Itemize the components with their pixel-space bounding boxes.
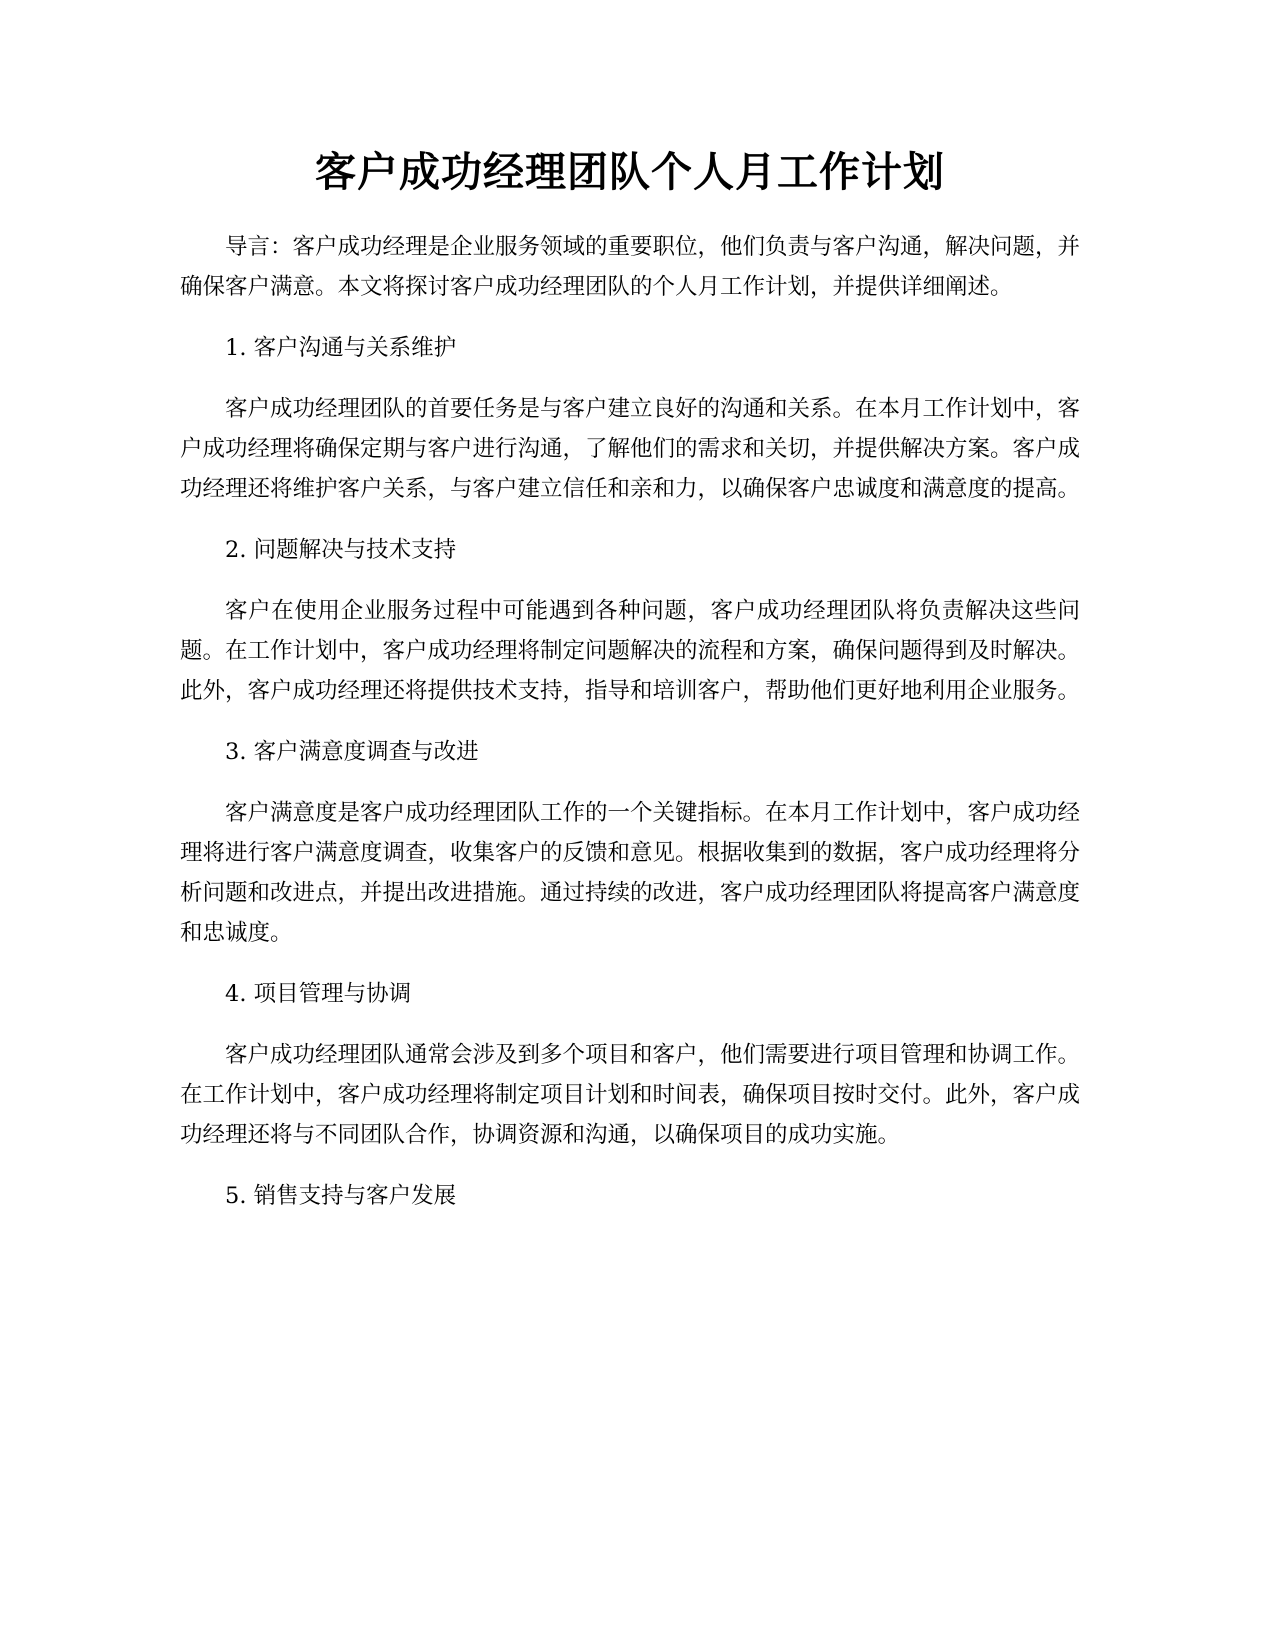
section-heading-4: 4. 项目管理与协调	[225, 981, 412, 1007]
section-body-2: 客户在使用企业服务过程中可能遇到各种问题，客户成功经理团队将负责解决这些问题。在工作计划中，客户成功经理将制定问题解决的流程和方案，确保问题得到及时解决。此外，客户成功经理还将提供技术支持，指导和培训客户，帮助他们更好地利用企业服务。	[180, 598, 1081, 704]
section-heading-5: 5. 销售支持与客户发展	[225, 1183, 457, 1209]
section-body-4: 客户成功经理团队通常会涉及到多个项目和客户，他们需要进行项目管理和协调工作。在工作计划中，客户成功经理将制定项目计划和时间表，确保项目按时交付。此外，客户成功经理还将与不同团队合作，协调资源和沟通，以确保项目的成功实施。	[180, 1042, 1081, 1148]
section-heading-3: 3. 客户满意度调查与改进	[225, 739, 479, 765]
section-heading-2: 2. 问题解决与技术支持	[225, 537, 457, 563]
section-heading-1: 1. 客户沟通与关系维护	[225, 335, 457, 361]
document-page	[180, 140, 1080, 1237]
intro-paragraph: 导言：客户成功经理是企业服务领域的重要职位，他们负责与客户沟通，解决问题，并确保客户满意。本文将探讨客户成功经理团队的个人月工作计划，并提供详细阐述。	[180, 234, 1081, 300]
section-body-1: 客户成功经理团队的首要任务是与客户建立良好的沟通和关系。在本月工作计划中，客户成功经理将确保定期与客户进行沟通，了解他们的需求和关切，并提供解决方案。客户成功经理还将维护客户关系，与客户建立信任和亲和力，以确保客户忠诚度和满意度的提高。	[180, 396, 1081, 502]
section-body-3: 客户满意度是客户成功经理团队工作的一个关键指标。在本月工作计划中，客户成功经理将进行客户满意度调查，收集客户的反馈和意见。根据收集到的数据，客户成功经理将分析问题和改进点，并提出改进措施。通过持续的改进，客户成功经理团队将提高客户满意度和忠诚度。	[180, 800, 1081, 946]
document-title: 客户成功经理团队个人月工作计划	[315, 148, 945, 196]
